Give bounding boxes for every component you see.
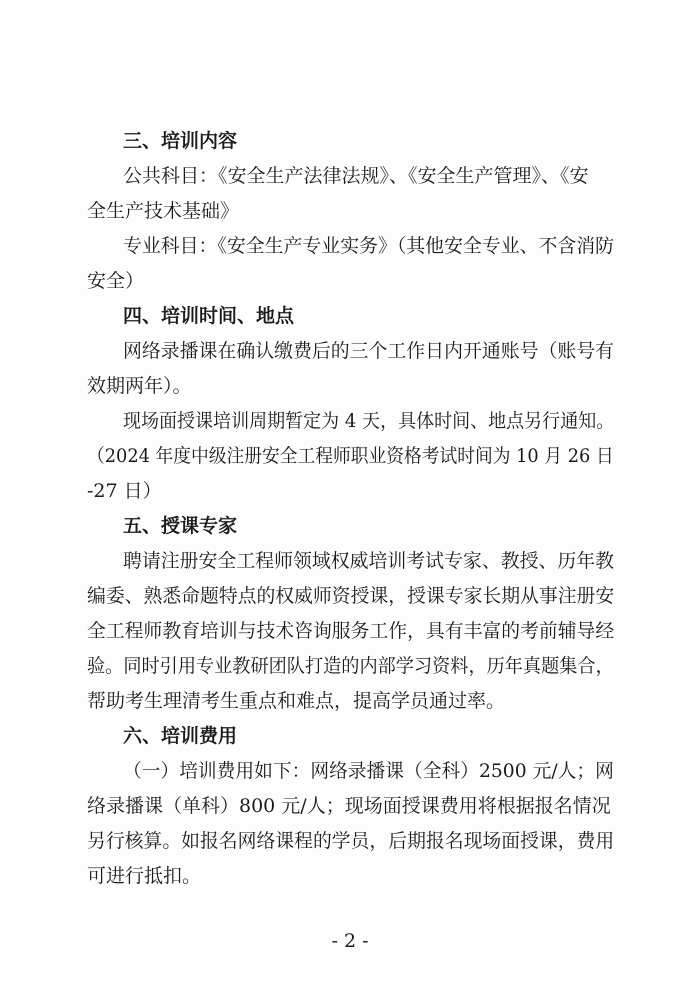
paragraph-line: 编委、熟悉命题特点的权威师资授课，授课专家长期从事注册安 bbox=[87, 585, 615, 607]
paragraph-line: 聘请注册安全工程师领域权威培训考试专家、教授、历年教 bbox=[123, 550, 615, 572]
paragraph-line: 全工程师教育培训与技术咨询服务工作，具有丰富的考前辅导经 bbox=[87, 620, 615, 642]
paragraph-line: 公共科目：《安全生产法律法规》、《安全生产管理》、《安 bbox=[123, 165, 589, 187]
paragraph-line: 现场面授课培训周期暂定为 4 天，具体时间、地点另行通知。 bbox=[123, 410, 615, 432]
paragraph-line: 全生产技术基础》 bbox=[87, 200, 240, 222]
paragraph-line: 网络录播课在确认缴费后的三个工作日内开通账号（账号有 bbox=[123, 340, 615, 362]
section-heading-content: 三、培训内容 bbox=[123, 130, 238, 152]
paragraph-line: 效期两年）。 bbox=[87, 375, 192, 397]
paragraph-line: （2024 年度中级注册安全工程师职业资格考试时间为 10 月 26 日 bbox=[87, 445, 614, 467]
paragraph-line: 可进行抵扣。 bbox=[87, 865, 202, 887]
section-heading-experts: 五、授课专家 bbox=[123, 515, 238, 537]
section-heading-time-place: 四、培训时间、地点 bbox=[123, 305, 295, 327]
paragraph-line: 专业科目：《安全生产专业实务》（其他安全专业、不含消防 bbox=[123, 235, 615, 257]
paragraph-line: -27 日） bbox=[87, 480, 162, 502]
paragraph-line: 络录播课（单科）800 元/人；现场面授课费用将根据报名情况 bbox=[87, 795, 611, 817]
paragraph-line: 帮助考生理清考生重点和难点，提高学员通过率。 bbox=[87, 690, 506, 712]
paragraph-line: 另行核算。如报名网络课程的学员，后期报名现场面授课，费用 bbox=[87, 830, 615, 852]
paragraph-line: 安全） bbox=[87, 270, 145, 292]
page-number: - 2 - bbox=[331, 930, 369, 952]
paragraph-line: 验。同时引用专业教研团队打造的内部学习资料，历年真题集合， bbox=[87, 655, 614, 677]
section-heading-fees: 六、培训费用 bbox=[123, 725, 238, 747]
paragraph-line: （一）培训费用如下：网络录播课（全科）2500 元/人；网 bbox=[123, 760, 614, 782]
